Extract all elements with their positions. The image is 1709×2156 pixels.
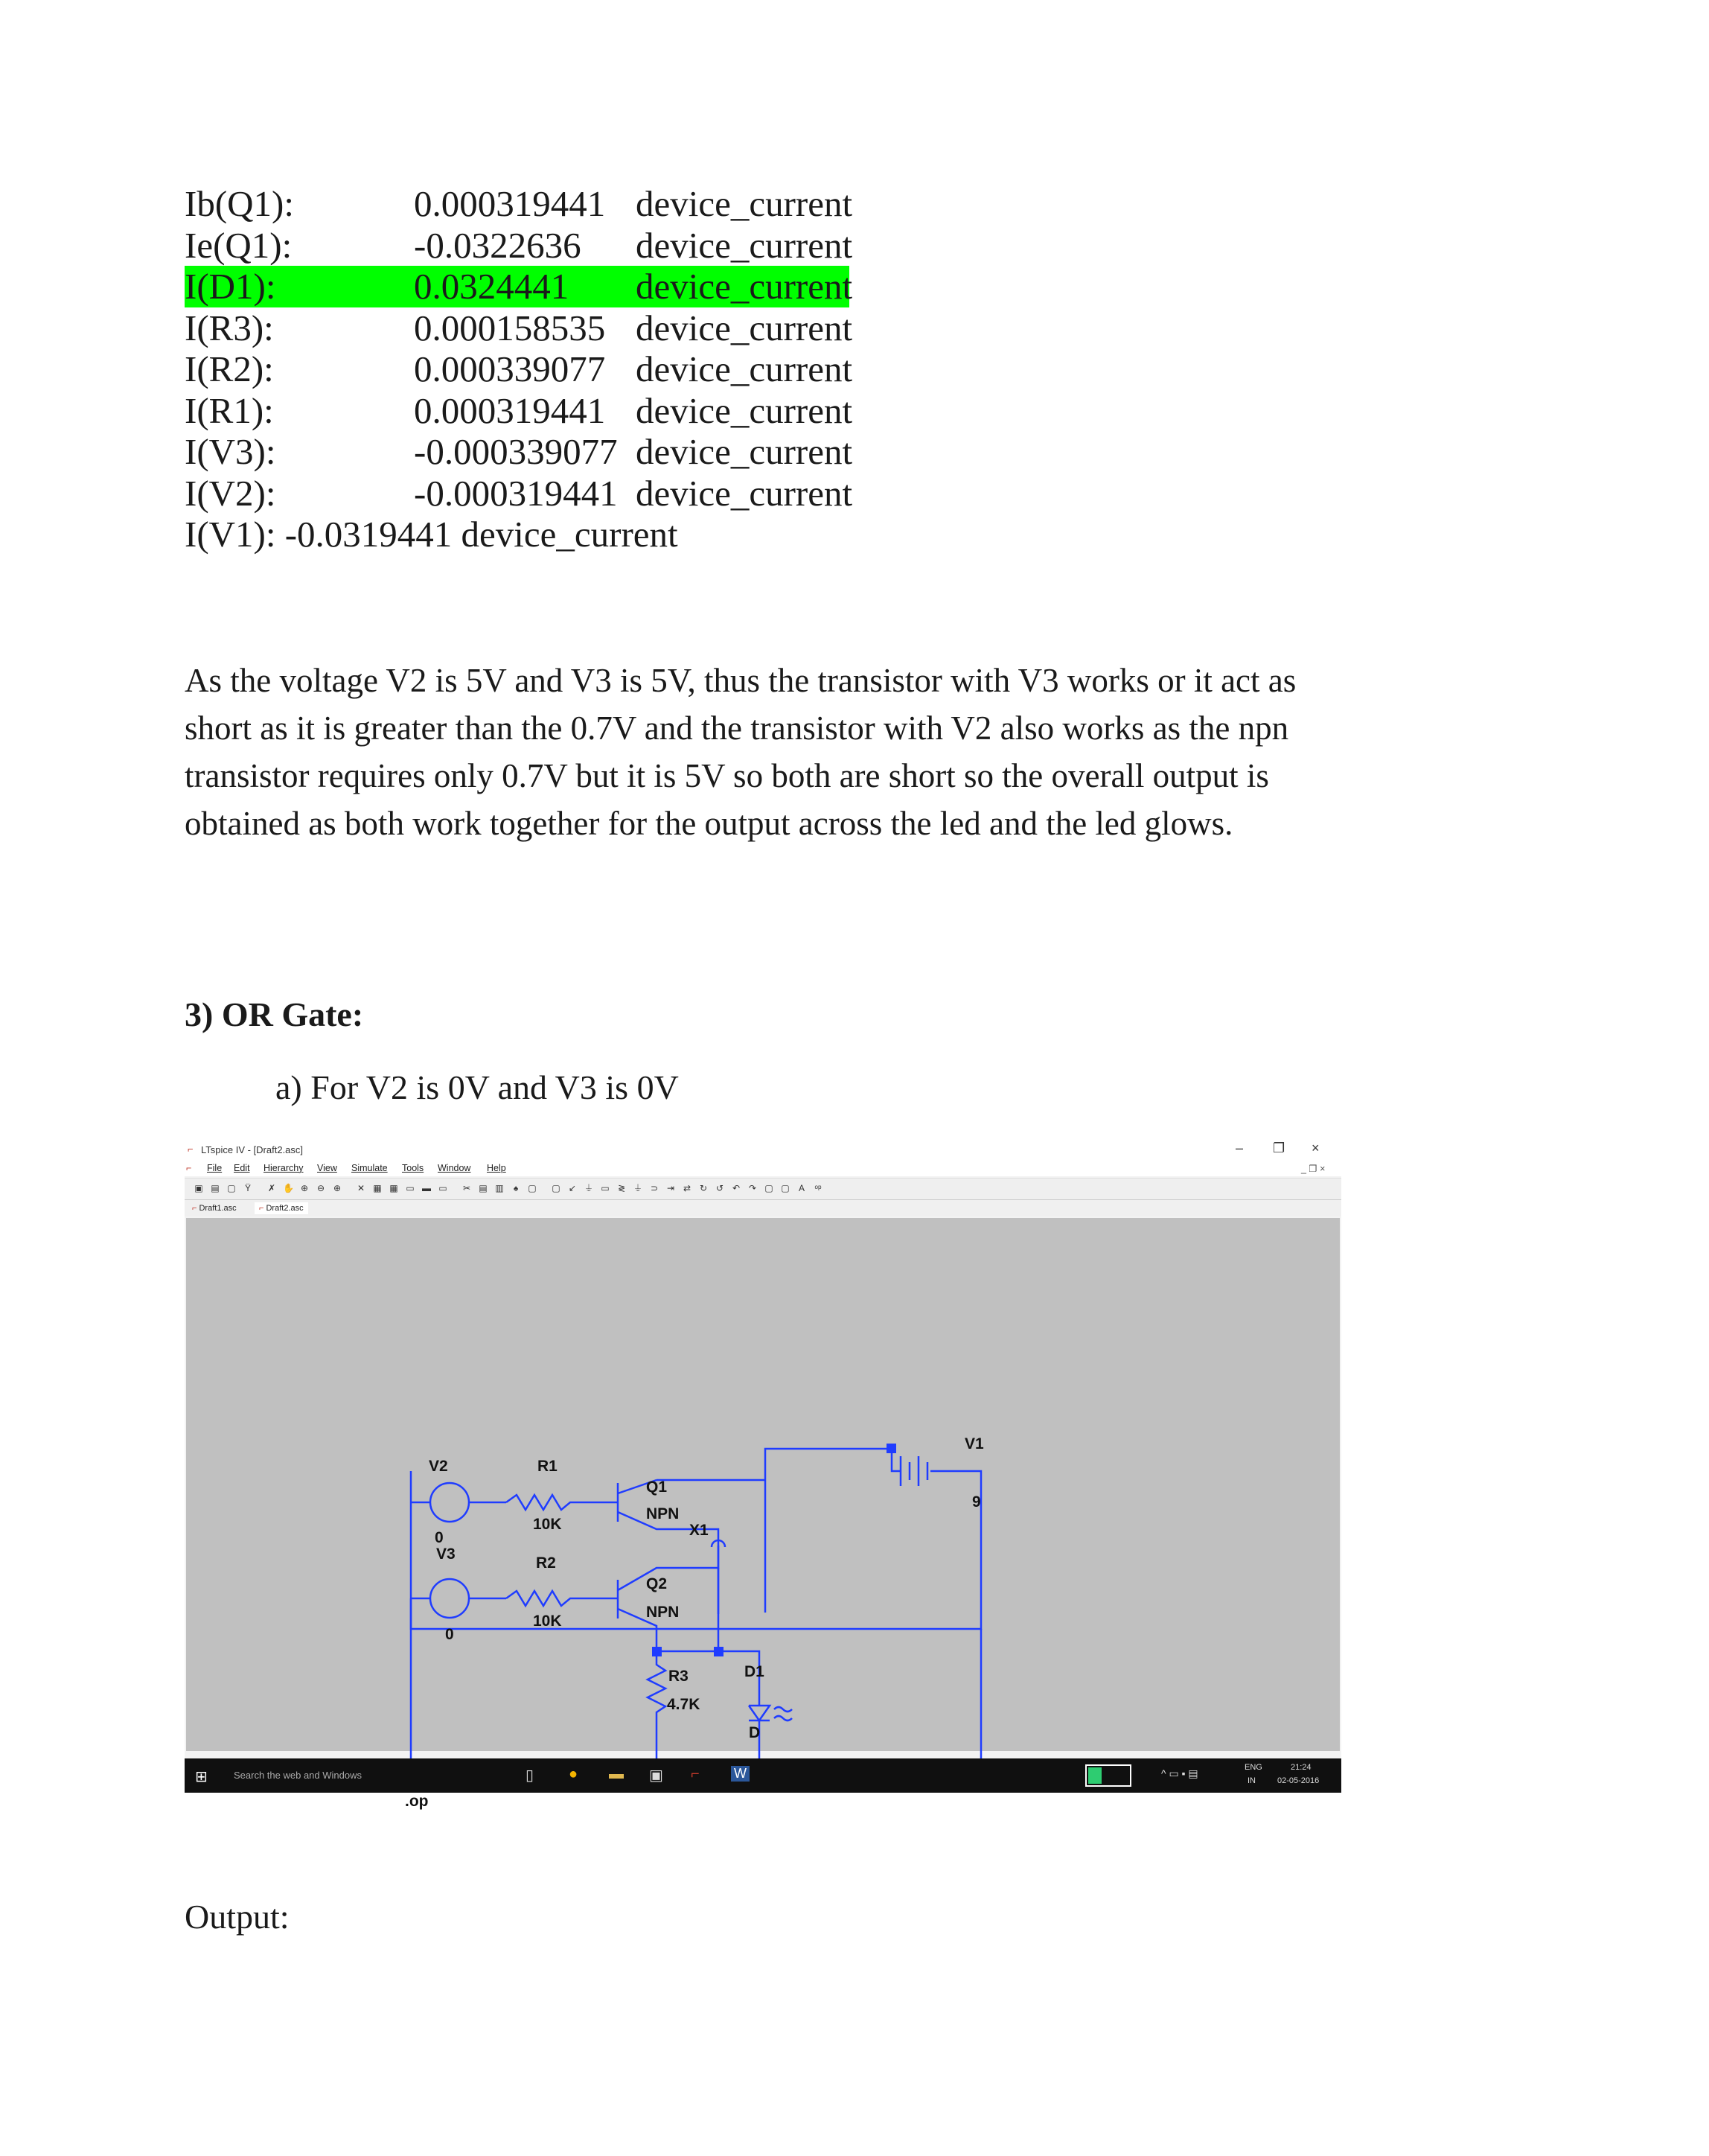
menu-view[interactable]: View	[317, 1163, 337, 1173]
toolbar-tool-icon[interactable]: A	[798, 1183, 805, 1193]
toolbar-tool-icon[interactable]: ▢	[528, 1183, 537, 1193]
label-x1: X1	[689, 1522, 709, 1539]
tray-icons[interactable]: ^ ▭ ▪ ▤	[1161, 1767, 1198, 1779]
toolbar-tool-icon[interactable]: ▣	[194, 1183, 203, 1193]
toolbar-tool-icon[interactable]: ▭	[601, 1183, 610, 1193]
measurement-row	[185, 473, 854, 514]
measurement-label: Ie(Q1):	[185, 224, 293, 266]
label-r1: R1	[537, 1458, 558, 1475]
schematic-icon: ⌐	[192, 1204, 199, 1213]
output-label: Output:	[185, 1898, 290, 1936]
measurement-type: device_current	[636, 307, 853, 348]
measurement-value: 0.000319441	[414, 389, 606, 431]
v3-source-circle	[430, 1579, 469, 1618]
menu-simulate[interactable]: Simulate	[351, 1163, 388, 1173]
menu-file[interactable]: File	[207, 1163, 223, 1173]
battery-icon[interactable]	[1085, 1764, 1131, 1787]
task-view-icon[interactable]: ▯	[526, 1767, 534, 1784]
measurement-type: device_current	[636, 224, 853, 266]
label-q2-model: NPN	[646, 1604, 680, 1621]
sub-item: a) For V2 is 0V and V3 is 0V	[275, 1068, 679, 1106]
toolbar-tool-icon[interactable]: ≷	[617, 1183, 626, 1193]
measurement-row	[185, 390, 854, 432]
label-r3: R3	[668, 1668, 689, 1685]
toolbar-tool-icon[interactable]: ↶	[732, 1183, 741, 1193]
label-r2-value: 10K	[533, 1613, 562, 1630]
tab-draft1[interactable]: ⌐ Draft1.asc	[192, 1204, 237, 1213]
toolbar-tool-icon[interactable]: ▦	[373, 1183, 382, 1193]
section-heading: 3) OR Gate:	[185, 995, 364, 1033]
measurement-label: I(D1):	[185, 266, 276, 307]
label-d1-model: D	[749, 1724, 761, 1741]
label-v1-value: 9	[972, 1493, 981, 1511]
label-v2: V2	[429, 1458, 448, 1475]
toolbar-tool-icon[interactable]: ⊃	[650, 1183, 659, 1193]
measurement-type: device_current	[636, 389, 853, 431]
r1-resistor	[506, 1495, 618, 1510]
junction-dot	[652, 1647, 662, 1656]
measurement-type: device_current	[636, 348, 853, 389]
label-r3-value: 4.7K	[667, 1696, 700, 1713]
label-d1: D1	[744, 1663, 764, 1680]
tab-draft2[interactable]: ⌐ Draft2.asc	[255, 1202, 308, 1214]
label-v3: V3	[436, 1546, 456, 1563]
window-titlebar	[185, 1139, 1341, 1160]
toolbar-tool-icon[interactable]: ▢	[552, 1183, 560, 1193]
label-r2: R2	[536, 1554, 556, 1572]
toolbar-tool-icon[interactable]: ⊕	[333, 1183, 342, 1193]
toolbar-tool-icon[interactable]: ▭	[406, 1183, 415, 1193]
menu-bar	[185, 1160, 1341, 1176]
label-op-directive: .op	[405, 1793, 429, 1810]
toolbar-tool-icon[interactable]: ✂	[462, 1183, 471, 1193]
windows-taskbar	[185, 1758, 1341, 1793]
label-v2-value: 0	[435, 1529, 444, 1546]
toolbar-tool-icon[interactable]: ▭	[438, 1183, 447, 1193]
measurement-value: -0.000319441	[414, 472, 618, 514]
measurement-label: Ib(Q1):	[185, 183, 294, 224]
toolbar	[185, 1178, 1341, 1200]
toolbar-tool-icon[interactable]: ▤	[479, 1183, 488, 1193]
schematic-icon: ⌐	[259, 1204, 266, 1213]
wire-ground-rail	[411, 1471, 981, 1629]
label-q1: Q1	[646, 1479, 668, 1496]
measurement-row	[185, 348, 854, 390]
taskbar-search[interactable]: Search the web and Windows	[234, 1770, 362, 1781]
measurement-value: -0.0322636	[414, 224, 581, 266]
toolbar-tool-icon[interactable]: ↺	[715, 1183, 724, 1193]
r2-resistor	[506, 1591, 618, 1606]
measurement-row	[185, 431, 854, 473]
ltspice-screenshot	[185, 1139, 1341, 1810]
toolbar-tool-icon[interactable]: ⏚	[633, 1183, 642, 1193]
toolbar-tool-icon[interactable]: ✗	[267, 1183, 276, 1193]
v2-source-circle	[430, 1483, 469, 1522]
ltspice-logo-icon: ⌐	[188, 1144, 194, 1155]
toolbar-tool-icon[interactable]: ▢	[781, 1183, 790, 1193]
measurement-value: 0.000319441	[414, 183, 606, 224]
tab-bar	[185, 1200, 1341, 1216]
measurement-row	[185, 266, 853, 307]
toolbar-tool-icon[interactable]: ♠	[513, 1183, 519, 1193]
measurement-v1: I(V1): -0.0319441 device_current	[185, 514, 678, 555]
toolbar-tool-icon[interactable]: ▦	[389, 1183, 398, 1193]
toolbar-tool-icon[interactable]: ✋	[283, 1183, 294, 1193]
chrome-icon[interactable]: ●	[569, 1766, 578, 1782]
menu-window[interactable]: Window	[438, 1163, 471, 1173]
toolbar-tool-icon[interactable]: ⇥	[666, 1183, 675, 1193]
measurement-value: 0.0324441	[414, 266, 569, 307]
lang-top: ENG	[1245, 1763, 1262, 1772]
measurement-label: I(R3):	[185, 307, 274, 348]
toolbar-tool-icon[interactable]: ⊕	[300, 1183, 309, 1193]
label-v3-value: 0	[445, 1626, 454, 1643]
toolbar-tool-icon[interactable]: ▬	[422, 1183, 431, 1193]
measurement-type: device_current	[636, 266, 853, 307]
toolbar-tool-icon[interactable]: ▥	[495, 1183, 504, 1193]
label-q2: Q2	[646, 1575, 668, 1592]
label-v1: V1	[965, 1435, 984, 1452]
ltspice-task-icon[interactable]: ⌐	[691, 1766, 700, 1782]
label-r1-value: 10K	[533, 1516, 562, 1533]
mdi-controls[interactable]: _ ❐ ×	[1301, 1164, 1326, 1174]
toolbar-tool-icon[interactable]: ᵒᵖ	[814, 1183, 822, 1193]
window-title: LTspice IV - [Draft2.asc]	[201, 1144, 304, 1155]
measurement-row	[185, 225, 854, 267]
measurement-type: device_current	[636, 431, 853, 472]
windows-start-icon[interactable]: ⊞	[195, 1769, 208, 1785]
close-icon[interactable]: ×	[1312, 1141, 1320, 1155]
r3-resistor	[648, 1651, 665, 1732]
measurement-type: device_current	[636, 472, 853, 514]
document-icon: ⌐	[186, 1163, 192, 1173]
measurement-row	[185, 183, 854, 225]
menu-edit[interactable]: Edit	[234, 1163, 250, 1173]
toolbar-tool-icon[interactable]: ↻	[699, 1183, 708, 1193]
measurement-label: I(R1):	[185, 389, 274, 431]
word-icon[interactable]: W	[731, 1766, 750, 1782]
toolbar-tool-icon[interactable]: Ϋ	[244, 1183, 251, 1193]
measurement-label: I(R2):	[185, 348, 274, 389]
measurement-value: 0.000339077	[414, 348, 606, 389]
toolbar-tool-icon[interactable]: ✕	[357, 1183, 365, 1193]
measurement-type: device_current	[636, 183, 853, 224]
toolbar-tool-icon[interactable]: ↷	[748, 1183, 757, 1193]
measurement-value: -0.000339077	[414, 431, 618, 472]
measurement-list	[185, 183, 854, 514]
measurement-row	[185, 307, 854, 349]
label-q1-model: NPN	[646, 1505, 680, 1522]
toolbar-tool-icon[interactable]: ▤	[211, 1183, 220, 1193]
toolbar-tool-icon[interactable]: ⏚	[584, 1183, 593, 1193]
clock-date: 02-05-2016	[1277, 1776, 1320, 1785]
menu-help[interactable]: Help	[487, 1163, 506, 1173]
toolbar-tool-icon[interactable]: ↙	[568, 1183, 577, 1193]
lang-bottom: IN	[1248, 1776, 1256, 1785]
minimize-icon[interactable]: –	[1236, 1141, 1244, 1155]
measurement-value: 0.000158535	[414, 307, 606, 348]
restore-icon[interactable]: ❐	[1273, 1141, 1285, 1155]
explorer-icon[interactable]: ▬	[609, 1766, 624, 1782]
menu-hierarchy[interactable]: Hierarchy	[263, 1163, 304, 1173]
store-icon[interactable]: ▣	[649, 1767, 663, 1784]
toolbar-tool-icon[interactable]: ⊖	[316, 1183, 325, 1193]
menu-tools[interactable]: Tools	[402, 1163, 424, 1173]
clock-time: 21:24	[1291, 1763, 1312, 1772]
explanation-paragraph: As the voltage V2 is 5V and V3 is 5V, thus the transistor with V3 works or it act as short as it is greater than the 0.7V and the transistor with V2 also works as the npn transistor requires only 0.7V but it is 5V so both are short so the overall output is obtained as both work together for the output across the led and the led glows.	[185, 662, 1297, 842]
toolbar-tool-icon[interactable]: ▢	[227, 1183, 236, 1193]
toolbar-tool-icon[interactable]: ▢	[764, 1183, 773, 1193]
measurement-label: I(V3):	[185, 431, 276, 472]
junction-dot	[887, 1444, 896, 1453]
measurement-label: I(V2):	[185, 472, 276, 514]
wire-top	[765, 1449, 901, 1480]
toolbar-tool-icon[interactable]: ⇄	[683, 1183, 691, 1193]
junction-dot	[714, 1647, 723, 1656]
